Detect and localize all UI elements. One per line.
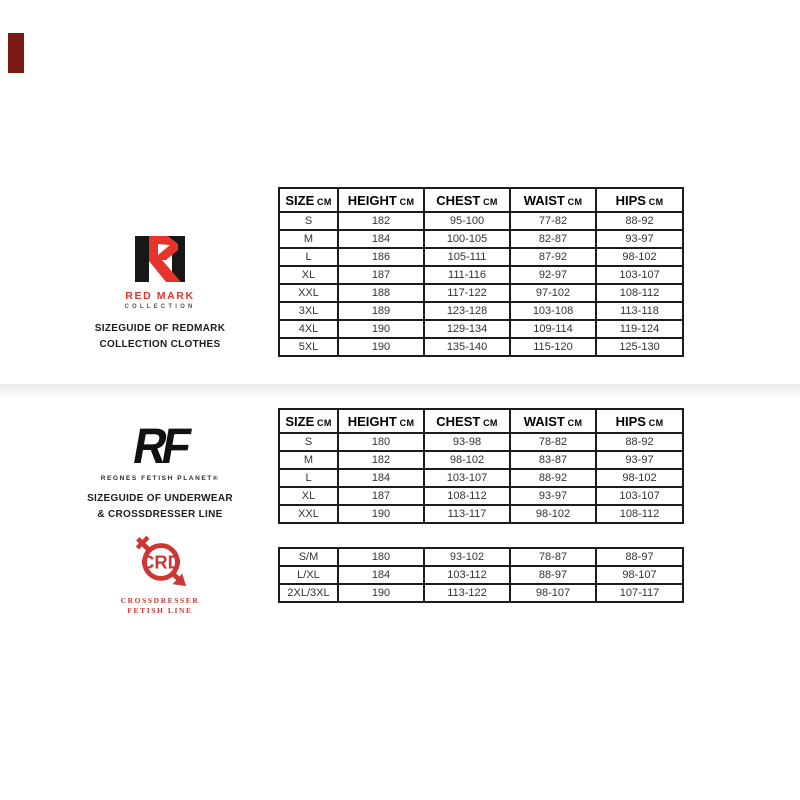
hips-cell: 98-102	[596, 469, 683, 487]
table-row	[279, 505, 683, 523]
height-cell: 184	[338, 566, 424, 584]
crossdresser-logo-monogram: CRD	[141, 551, 181, 573]
size-cell: S	[279, 433, 338, 451]
header-label: HIPS	[615, 192, 646, 208]
crossdresser-caption-line1: CROSSDRESSER	[120, 596, 200, 605]
table-row	[279, 433, 683, 451]
height-cell: 190	[338, 338, 424, 356]
height-cell: 186	[338, 248, 424, 266]
size-cell: L	[279, 469, 338, 487]
header-unit-label: CM	[314, 196, 332, 207]
chest-cell: 113-117	[424, 505, 510, 523]
table-row	[279, 302, 683, 320]
waist-cell: 109-114	[510, 320, 596, 338]
header-row	[279, 409, 683, 433]
height-cell: 188	[338, 284, 424, 302]
regnes-caption-line2: & CROSSDRESSER LINE	[97, 509, 223, 520]
chest-cell: 98-102	[424, 451, 510, 469]
redmark-wordmark: RED MARK	[125, 290, 195, 302]
regnes-brand-block	[60, 418, 260, 523]
hips-cell: 119-124	[596, 320, 683, 338]
chest-cell: 103-107	[424, 469, 510, 487]
redmark-caption-line1: SIZEGUIDE OF REDMARK	[94, 323, 226, 334]
waist-cell: 82-87	[510, 230, 596, 248]
underwear-size-table	[278, 408, 684, 524]
table-row	[279, 212, 683, 230]
crossdresser-size-table	[278, 547, 684, 603]
height-cell: 189	[338, 302, 424, 320]
height-cell: 184	[338, 469, 424, 487]
hips-cell: 113-118	[596, 302, 683, 320]
regnes-caption	[60, 491, 260, 523]
header-unit-label: CM	[645, 196, 664, 207]
waist-cell: 83-87	[510, 451, 596, 469]
chest-cell: 123-128	[424, 302, 510, 320]
height-cell: 190	[338, 584, 424, 602]
height-cell: 184	[338, 230, 424, 248]
regnes-logo-subtext: REGNES FETISH PLANET®	[100, 475, 220, 482]
header-row	[279, 188, 683, 212]
header-height	[338, 409, 424, 433]
table-row	[279, 338, 683, 356]
hips-cell: 88-92	[596, 433, 683, 451]
waist-cell: 77-82	[510, 212, 596, 230]
header-hips	[596, 409, 683, 433]
header-label: CHEST	[436, 192, 481, 208]
chest-cell: 100-105	[424, 230, 510, 248]
size-cell: 5XL	[279, 338, 338, 356]
hips-cell: 98-102	[596, 248, 683, 266]
chest-cell: 105-111	[424, 248, 510, 266]
header-unit-label: CM	[314, 417, 332, 428]
height-cell: 180	[338, 548, 424, 566]
height-cell: 182	[338, 451, 424, 469]
table-row	[279, 487, 683, 505]
size-cell: L	[279, 248, 338, 266]
header-unit-label: CM	[564, 196, 583, 207]
regnes-caption-line1: SIZEGUIDE OF UNDERWEAR	[87, 493, 233, 504]
header-label: WAIST	[523, 192, 565, 208]
hips-cell: 125-130	[596, 338, 683, 356]
header-unit-label: CM	[396, 196, 415, 207]
hips-cell: 88-92	[596, 212, 683, 230]
crossdresser-brand-block	[60, 533, 260, 616]
hips-cell: 103-107	[596, 487, 683, 505]
header-label: WAIST	[523, 413, 565, 429]
size-cell: XL	[279, 487, 338, 505]
header-chest	[424, 188, 510, 212]
hips-cell: 107-117	[596, 584, 683, 602]
chest-cell: 135-140	[424, 338, 510, 356]
height-cell: 187	[338, 266, 424, 284]
size-cell: S	[279, 212, 338, 230]
hips-cell: 103-107	[596, 266, 683, 284]
header-label: HEIGHT	[347, 192, 397, 208]
waist-cell: 78-82	[510, 433, 596, 451]
header-unit-label: CM	[480, 196, 498, 207]
redmark-caption	[60, 321, 260, 353]
hips-cell: 93-97	[596, 230, 683, 248]
height-cell: 190	[338, 505, 424, 523]
redmark-caption-line2: COLLECTION CLOTHES	[99, 339, 221, 350]
header-label: SIZE	[285, 192, 315, 208]
size-cell: 2XL/3XL	[279, 584, 338, 602]
header-hips	[596, 188, 683, 212]
chest-cell: 95-100	[424, 212, 510, 230]
waist-cell: 78-87	[510, 548, 596, 566]
section-divider	[0, 384, 800, 396]
waist-cell: 115-120	[510, 338, 596, 356]
waist-cell: 88-92	[510, 469, 596, 487]
header-waist	[510, 188, 596, 212]
header-label: HEIGHT	[347, 413, 397, 429]
redmark-wordmark-subline: COLLECTION	[124, 304, 196, 310]
chest-cell: 113-122	[424, 584, 510, 602]
hips-cell: 93-97	[596, 451, 683, 469]
waist-cell: 103-108	[510, 302, 596, 320]
chest-cell: 93-98	[424, 433, 510, 451]
crossdresser-caption	[60, 596, 260, 616]
size-cell: S/M	[279, 548, 338, 566]
header-waist	[510, 409, 596, 433]
crossdresser-caption-line2: FETISH LINE	[127, 606, 193, 615]
crossdresser-logo-icon	[129, 533, 191, 589]
chest-cell: 93-102	[424, 548, 510, 566]
waist-cell: 93-97	[510, 487, 596, 505]
header-unit-label: CM	[480, 417, 498, 428]
size-cell: 3XL	[279, 302, 338, 320]
table-row	[279, 584, 683, 602]
waist-cell: 92-97	[510, 266, 596, 284]
size-cell: XL	[279, 266, 338, 284]
waist-cell: 98-107	[510, 584, 596, 602]
header-unit-label: CM	[645, 417, 664, 428]
size-cell: 4XL	[279, 320, 338, 338]
header-label: HIPS	[615, 413, 646, 429]
height-cell: 180	[338, 433, 424, 451]
header-label: CHEST	[436, 413, 481, 429]
corner-mark	[8, 33, 24, 73]
regnes-logo-monogram: RF	[129, 418, 191, 474]
height-cell: 182	[338, 212, 424, 230]
table-row	[279, 248, 683, 266]
redmark-size-table	[278, 187, 684, 357]
chest-cell: 103-112	[424, 566, 510, 584]
redmark-brand-block	[60, 236, 260, 353]
waist-cell: 98-102	[510, 505, 596, 523]
table-row	[279, 548, 683, 566]
header-unit-label: CM	[396, 417, 415, 428]
hips-cell: 108-112	[596, 505, 683, 523]
redmark-logo-icon	[135, 236, 185, 282]
size-cell: M	[279, 230, 338, 248]
waist-cell: 97-102	[510, 284, 596, 302]
table-row	[279, 320, 683, 338]
table-row	[279, 266, 683, 284]
chest-cell: 117-122	[424, 284, 510, 302]
height-cell: 187	[338, 487, 424, 505]
header-unit-label: CM	[564, 417, 583, 428]
waist-cell: 88-97	[510, 566, 596, 584]
table-row	[279, 469, 683, 487]
size-cell: M	[279, 451, 338, 469]
height-cell: 190	[338, 320, 424, 338]
hips-cell: 108-112	[596, 284, 683, 302]
chest-cell: 129-134	[424, 320, 510, 338]
size-cell: XXL	[279, 284, 338, 302]
hips-cell: 88-97	[596, 548, 683, 566]
size-cell: XXL	[279, 505, 338, 523]
size-cell: L/XL	[279, 566, 338, 584]
hips-cell: 98-107	[596, 566, 683, 584]
header-size	[279, 188, 338, 212]
waist-cell: 87-92	[510, 248, 596, 266]
header-chest	[424, 409, 510, 433]
table-row	[279, 566, 683, 584]
chest-cell: 108-112	[424, 487, 510, 505]
header-size	[279, 409, 338, 433]
table-row	[279, 451, 683, 469]
chest-cell: 111-116	[424, 266, 510, 284]
table-row	[279, 230, 683, 248]
table-row	[279, 284, 683, 302]
header-height	[338, 188, 424, 212]
header-label: SIZE	[285, 413, 315, 429]
